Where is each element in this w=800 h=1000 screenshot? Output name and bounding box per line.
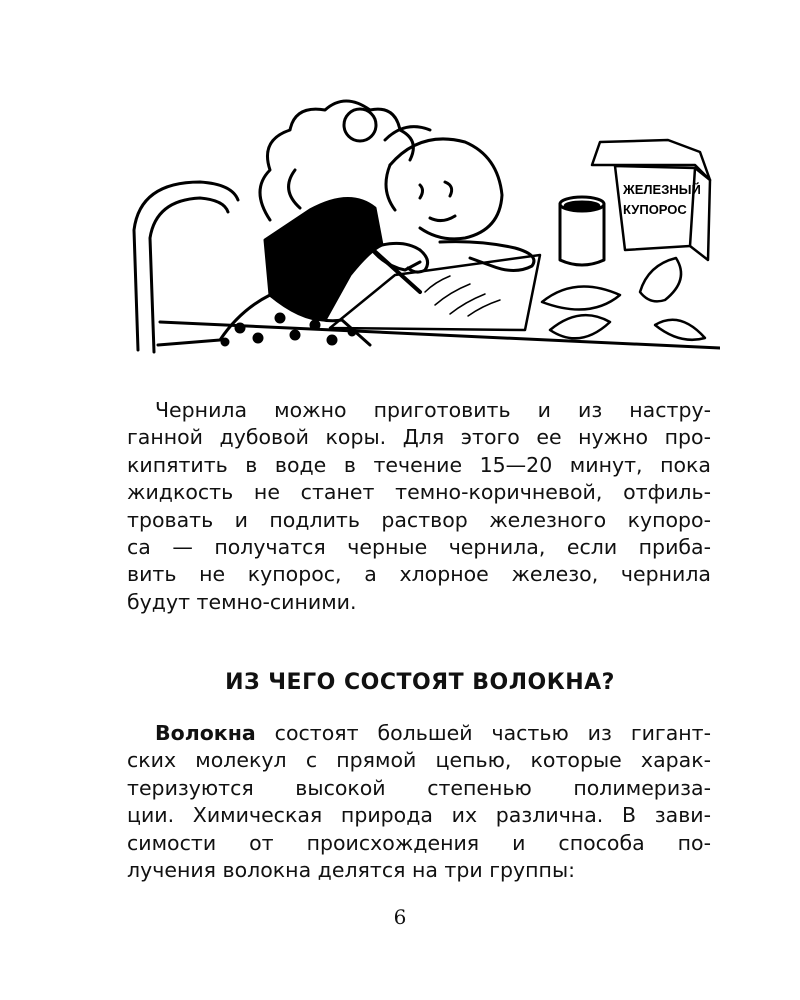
ink-jar-drawing — [560, 197, 604, 265]
text-line: теризуются высокой степенью полимериза- — [127, 775, 711, 800]
box-label-line1: ЖЕЛЕЗНЫЙ — [623, 182, 701, 197]
oak-leaves-drawing — [542, 258, 705, 340]
text-line: кипятить в воде в течение 15—20 минут, пока — [127, 452, 711, 477]
illustration-girl-writing — [120, 70, 720, 370]
face-drawing — [386, 139, 502, 239]
text-line: тровать и подлить раствор железного купоро- — [127, 507, 711, 532]
text-line: лучения волокна делятся на три группы: — [127, 858, 576, 883]
section-heading: ИЗ ЧЕГО СОСТОЯТ ВОЛОКНА? — [225, 670, 615, 695]
text-line: Чернила можно приготовить и из настру- — [155, 398, 711, 422]
paragraph-fibers — [127, 720, 711, 884]
text-line: будут темно-синими. — [127, 589, 357, 614]
text-line: жидкость не станет темно-коричневой, отфиль- — [127, 480, 711, 505]
text-line: симости от происхождения и способа по- — [127, 830, 711, 855]
iron-sulfate-box-drawing — [592, 140, 710, 260]
text-line: вить не купорос, а хлорное железо, чернила — [127, 562, 711, 587]
text-line: са — получатся черные чернила, если приба- — [127, 535, 711, 560]
paragraph-ink-from-oak-bark — [127, 397, 711, 616]
text-line: ции. Химическая природа их различна. В зави- — [127, 803, 711, 828]
text-line: ских молекул с прямой цепью, которые харак- — [127, 748, 711, 773]
text-line-first — [127, 720, 711, 747]
box-label-line2: КУПОРОС — [623, 202, 687, 217]
page-number: 6 — [393, 905, 407, 929]
paper-sheet-drawing — [330, 255, 540, 330]
first-line-rest: состоят большей частью из гигант- — [255, 721, 711, 745]
chair-drawing — [134, 182, 238, 352]
text-line: ганной дубовой коры. Для этого ее нужно про- — [127, 425, 711, 450]
bold-term: Волокна — [155, 721, 256, 745]
